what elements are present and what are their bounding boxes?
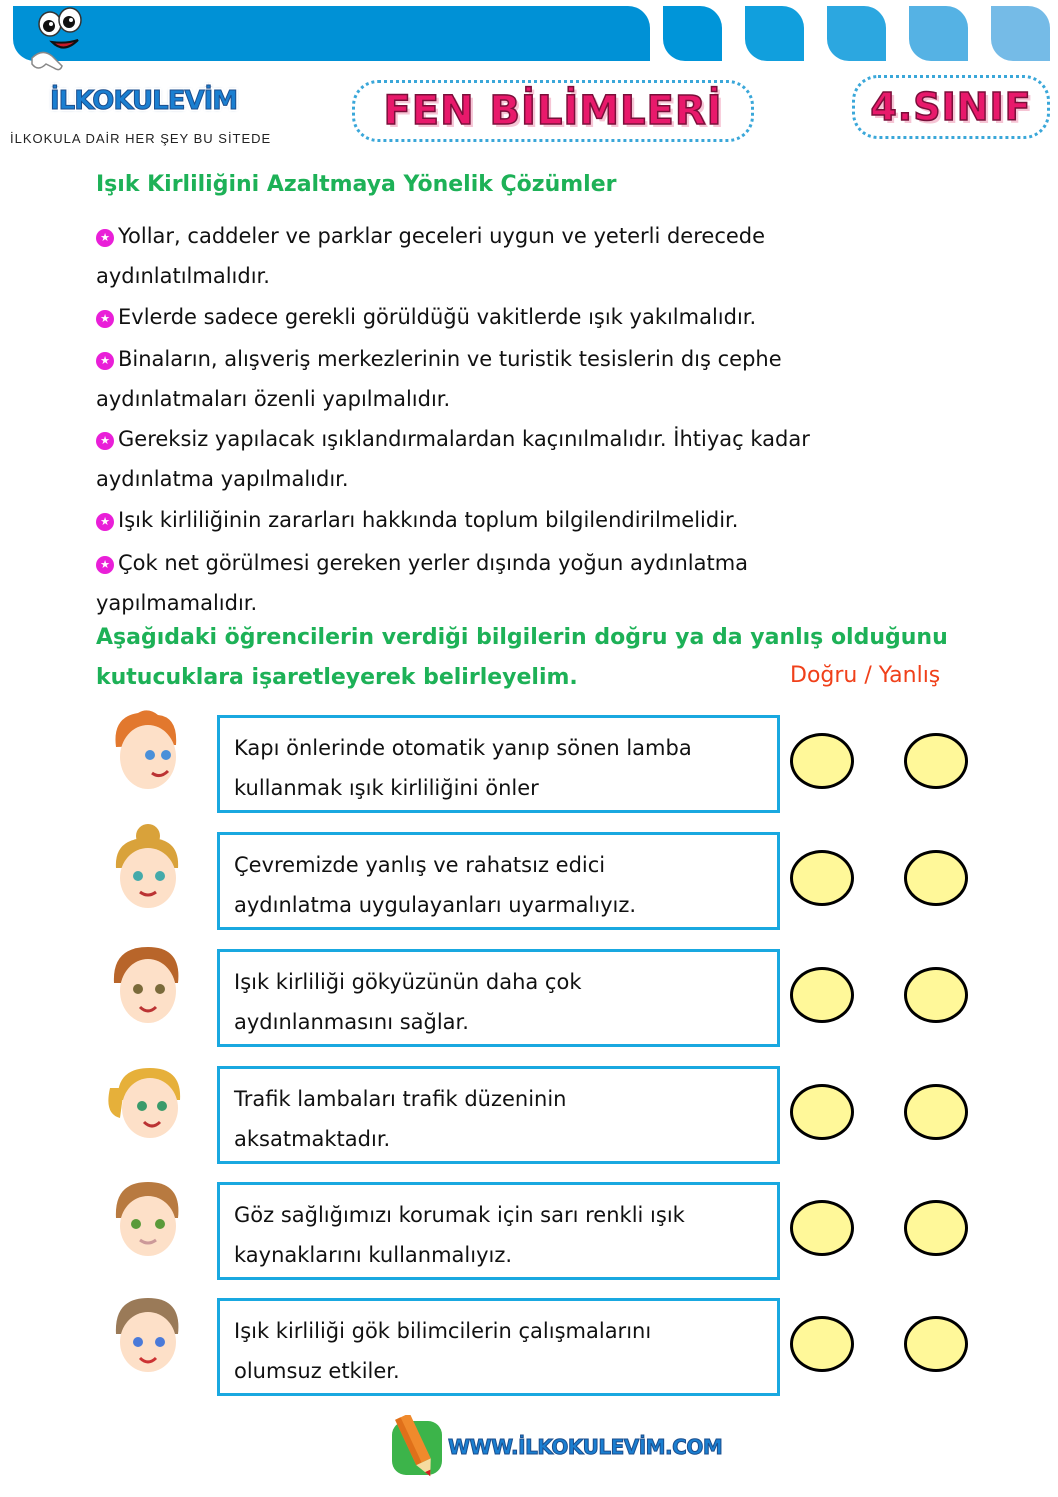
girl-face-icon bbox=[108, 824, 184, 910]
bullet-item: ★ Yollar, caddeler ve parklar geceleri uygun ve yeterli derecede aydınlatılmalıdır. bbox=[96, 224, 766, 288]
header-tab-4 bbox=[909, 6, 968, 61]
question-box: Işık kirliliği gökyüzünün daha çok aydınlanmasını sağlar. bbox=[217, 949, 780, 1047]
question-box: Trafik lambaları trafik düzeninin aksatmaktadır. bbox=[217, 1066, 780, 1164]
website-url[interactable]: WWW.İLKOKULEVİM.COM bbox=[448, 1435, 723, 1459]
instruction-line-2: kutucuklara işaretleyerek belirleyelim. bbox=[96, 665, 578, 690]
answer-true-circle[interactable] bbox=[790, 1200, 854, 1256]
bullet-item: ★ Binaların, alışveriş merkezlerinin ve turistik tesislerin dış cephe aydınlatmaları özenli yapılmalıdır. bbox=[96, 347, 782, 411]
answer-false-circle[interactable] bbox=[904, 733, 968, 789]
boy-face-icon bbox=[108, 707, 184, 793]
bullet-item: ★ Evlerde sadece gerekli görüldüğü vakitlerde ışık yakılmalıdır. bbox=[96, 297, 896, 337]
subject-title: FEN BİLİMLERİ bbox=[383, 88, 723, 134]
star-icon: ★ bbox=[96, 556, 114, 574]
star-icon: ★ bbox=[96, 229, 114, 247]
star-icon: ★ bbox=[96, 432, 114, 450]
subject-badge bbox=[352, 80, 754, 142]
star-icon: ★ bbox=[96, 310, 114, 328]
boy-face-icon bbox=[108, 941, 184, 1027]
question-row bbox=[0, 832, 1058, 930]
boy-face-icon bbox=[108, 1290, 184, 1376]
grade-badge bbox=[852, 75, 1050, 139]
footer-logo bbox=[388, 1415, 723, 1485]
question-box: Göz sağlığımızı korumak için sarı renkli ışık kaynaklarını kullanmalıyız. bbox=[217, 1182, 780, 1280]
bullet-item: ★ Işık kirliliğinin zararları hakkında toplum bilgilendirilmelidir. bbox=[96, 500, 896, 540]
question-row bbox=[0, 715, 1058, 813]
header-tab-1 bbox=[663, 6, 722, 61]
answer-header: Doğru / Yanlış bbox=[790, 663, 941, 688]
question-row bbox=[0, 1298, 1058, 1396]
header-tab-5 bbox=[991, 6, 1050, 61]
brand-logo: İLKOKULEVİM bbox=[50, 86, 238, 116]
question-box: Kapı önlerinde otomatik yanıp sönen lamba kullanmak ışık kirliliğini önler bbox=[217, 715, 780, 813]
header-tab-3 bbox=[827, 6, 886, 61]
question-row bbox=[0, 1182, 1058, 1280]
bullet-item: ★ Çok net görülmesi gereken yerler dışında yoğun aydınlatma yapılmamalıdır. bbox=[96, 551, 749, 615]
question-row bbox=[0, 1066, 1058, 1164]
bullet-item: ★ Gereksiz yapılacak ışıklandırmalardan kaçınılmalıdır. İhtiyaç kadar aydınlatma yapılmalıdır. bbox=[96, 427, 810, 491]
boy-face-icon bbox=[108, 1174, 184, 1260]
brand-tagline: İLKOKULA DAİR HER ŞEY BU SİTEDE bbox=[10, 131, 272, 146]
star-icon: ★ bbox=[96, 513, 114, 531]
answer-false-circle[interactable] bbox=[904, 1084, 968, 1140]
answer-true-circle[interactable] bbox=[790, 1316, 854, 1372]
header-tab-2 bbox=[745, 6, 804, 61]
answer-false-circle[interactable] bbox=[904, 1316, 968, 1372]
answer-false-circle[interactable] bbox=[904, 1200, 968, 1256]
question-row bbox=[0, 949, 1058, 1047]
answer-true-circle[interactable] bbox=[790, 850, 854, 906]
answer-false-circle[interactable] bbox=[904, 850, 968, 906]
answer-false-circle[interactable] bbox=[904, 967, 968, 1023]
star-icon: ★ bbox=[96, 352, 114, 370]
question-box: Çevremizde yanlış ve rahatsız edici aydınlatma uygulayanları uyarmalıyız. bbox=[217, 832, 780, 930]
answer-true-circle[interactable] bbox=[790, 1084, 854, 1140]
pencil-icon bbox=[388, 1415, 448, 1485]
instruction-line-1: Aşağıdaki öğrencilerin verdiği bilgilerin doğru ya da yanlış olduğunu bbox=[96, 625, 948, 650]
grade-title: 4.SINIF bbox=[870, 85, 1032, 129]
question-box: Işık kirliliği gök bilimcilerin çalışmalarını olumsuz etkiler. bbox=[217, 1298, 780, 1396]
mascot-icon bbox=[22, 6, 112, 78]
section-title: Işık Kirliliğini Azaltmaya Yönelik Çözümler bbox=[96, 172, 617, 197]
answer-true-circle[interactable] bbox=[790, 733, 854, 789]
girl-face-icon bbox=[108, 1058, 184, 1144]
answer-true-circle[interactable] bbox=[790, 967, 854, 1023]
